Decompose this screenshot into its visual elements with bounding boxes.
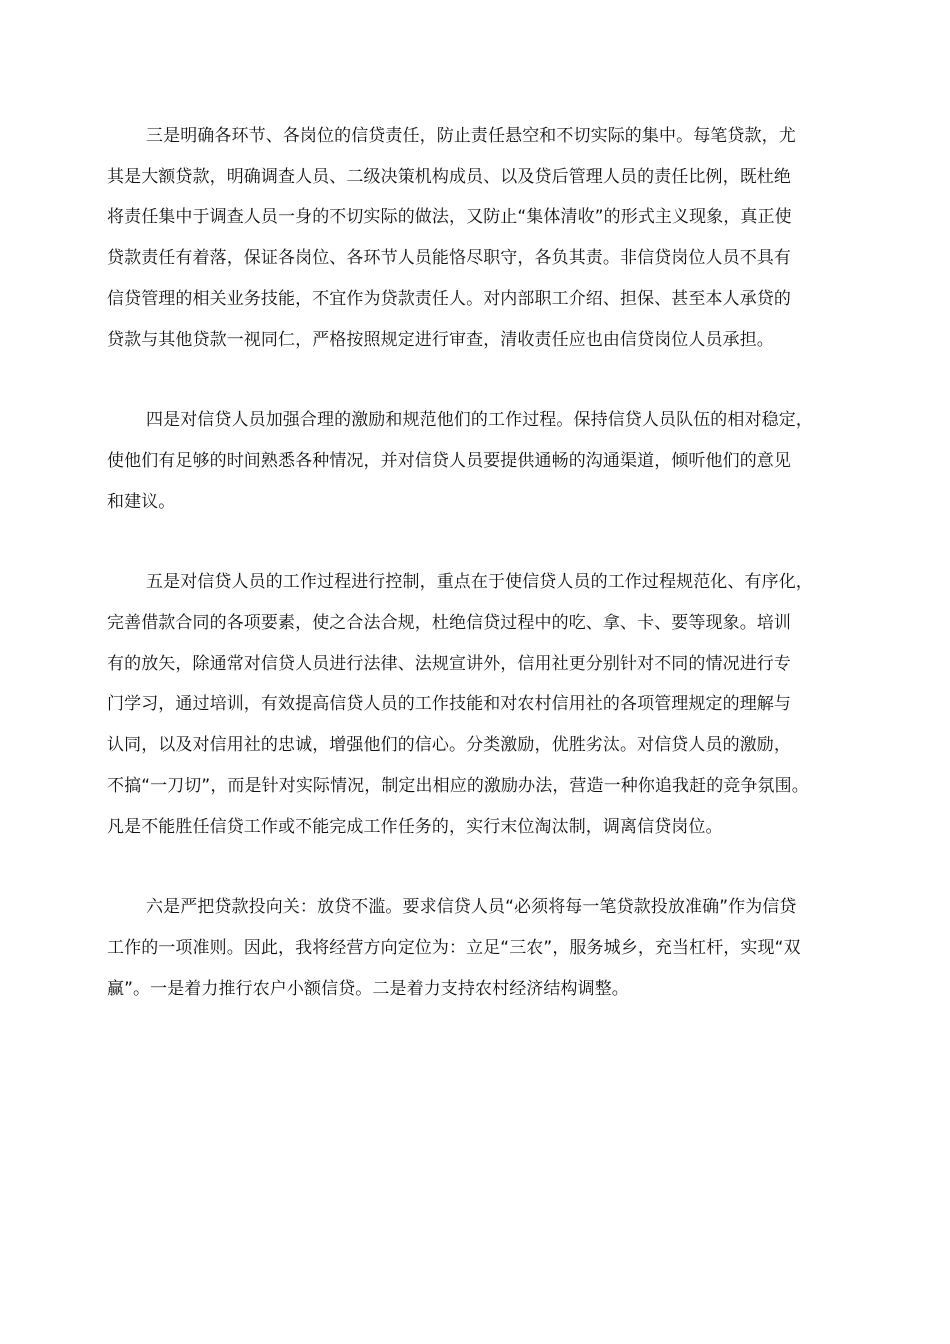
text-line: 四是对信贷人员加强合理的激励和规范他们的工作过程。保持信贷人员队伍的相对稳定， — [146, 410, 813, 431]
text-line: 不搞“一刀切”，而是针对实际情况，制定出相应的激励办法，营造一种你追我赶的竞争氛围。 — [107, 775, 809, 796]
paragraph-four — [107, 400, 843, 522]
text-line: 贷款责任有着落，保证各岗位、各环节人员能恪尽职守，各负其责。非信贷岗位人员不具有 — [107, 248, 791, 269]
paragraph-three — [107, 116, 843, 360]
text-line: 赢”。一是着力推行农户小额信贷。二是着力支持农村经济结构调整。 — [107, 978, 629, 999]
text-line: 有的放矢，除通常对信贷人员进行法律、法规宣讲外，信用社更分别针对不同的情况进行专 — [107, 653, 791, 674]
text-line: 使他们有足够的时间熟悉各种情况，并对信贷人员要提供通畅的沟通渠道，倾听他们的意见 — [107, 450, 791, 471]
text-line: 贷款与其他贷款一视同仁，严格按照规定进行审查，清收责任应也由信贷岗位人员承担。 — [107, 329, 774, 350]
text-line: 工作的一项准则。因此，我将经营方向定位为：立足“三农”，服务城乡，充当杠杆，实现“双 — [107, 937, 801, 958]
text-line: 其是大额贷款，明确调查人员、二级决策机构成员、以及贷后管理人员的责任比例，既杜绝 — [107, 166, 791, 187]
text-line: 和建议。 — [107, 491, 176, 512]
text-line: 完善借款合同的各项要素，使之合法合规，杜绝信贷过程中的吃、拿、卡、要等现象。培训 — [107, 613, 791, 634]
text-line: 六是严把贷款投向关：放贷不滥。要求信贷人员“必须将每一笔贷款投放准确”作为信贷 — [146, 897, 797, 918]
text-line: 凡是不能胜任信贷工作或不能完成工作任务的，实行末位淘汰制，调离信贷岗位。 — [107, 816, 723, 837]
paragraph-six — [107, 887, 843, 1009]
text-line: 信贷管理的相关业务技能，不宜作为贷款责任人。对内部职工介绍、担保、甚至本人承贷的 — [107, 288, 791, 309]
paragraph-five — [107, 562, 843, 847]
text-line: 认同，以及对信用社的忠诚，增强他们的信心。分类激励，优胜劣汰。对信贷人员的激励， — [107, 735, 791, 756]
text-line: 将责任集中于调查人员一身的不切实际的做法，又防止“集体清收”的形式主义现象，真正使 — [107, 207, 792, 228]
document-body — [107, 116, 843, 1049]
text-line: 五是对信贷人员的工作过程进行控制，重点在于使信贷人员的工作过程规范化、有序化， — [146, 572, 813, 593]
text-line: 门学习，通过培训，有效提高信贷人员的工作技能和对农村信用社的各项管理规定的理解与 — [107, 694, 791, 715]
text-line: 三是明确各环节、各岗位的信贷责任，防止责任悬空和不切实际的集中。每笔贷款，尤 — [146, 126, 796, 146]
